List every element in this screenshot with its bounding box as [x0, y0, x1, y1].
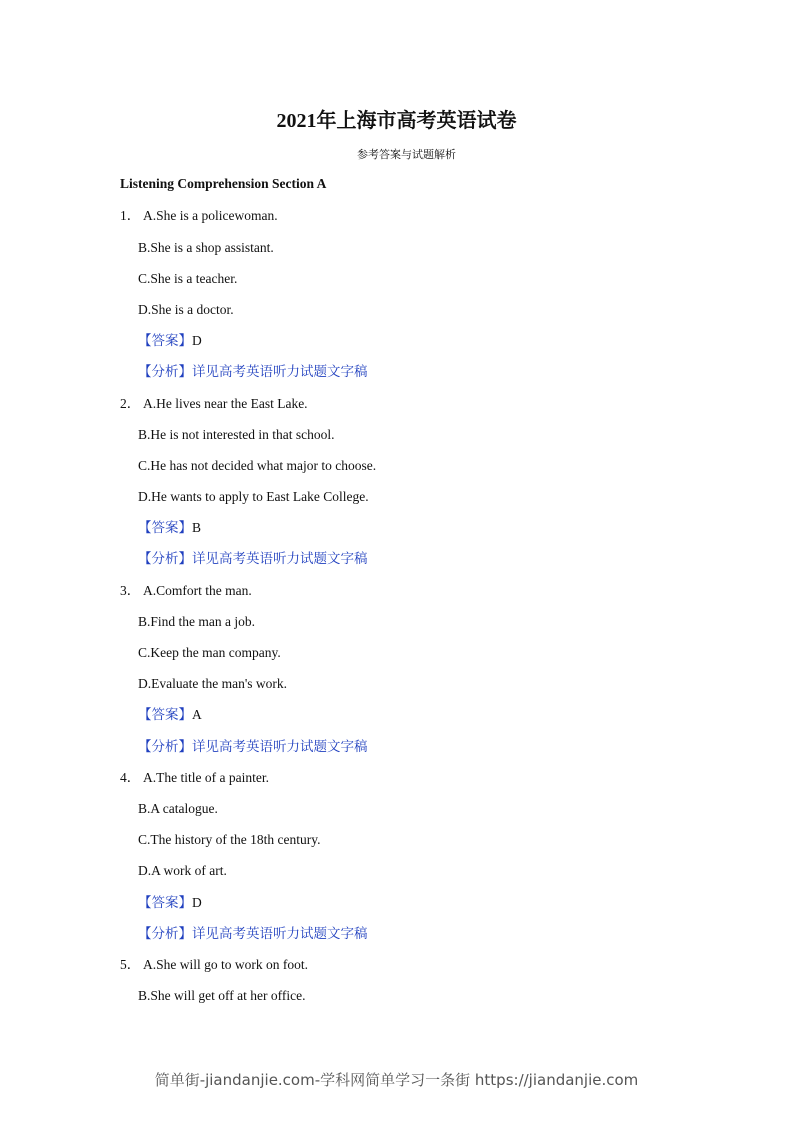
answer-line	[0, 325, 793, 356]
option-text: A.She is a policewoman.	[143, 208, 278, 224]
question-list	[0, 200, 793, 1011]
option-text: B.She will get off at her office.	[138, 988, 306, 1004]
answer-label: 【答案】	[138, 520, 192, 536]
analysis-label: 【分析】	[138, 551, 192, 567]
question-line	[0, 232, 793, 263]
question-line	[0, 668, 793, 699]
question-line	[0, 606, 793, 637]
answer-line	[0, 699, 793, 730]
option-text: C.Keep the man company.	[138, 645, 281, 661]
document-subtitle: 参考答案与试题解析	[357, 149, 456, 161]
option-text: D.She is a doctor.	[138, 301, 234, 317]
answer-value: B	[192, 520, 202, 536]
answer-value: A	[192, 707, 202, 723]
analysis-line	[0, 918, 793, 949]
answer-label: 【答案】	[138, 333, 192, 349]
question-line	[0, 200, 793, 231]
question-line	[0, 419, 793, 450]
option-text: B.She is a shop assistant.	[138, 239, 274, 255]
answer-label: 【答案】	[138, 894, 192, 910]
question-line	[0, 762, 793, 793]
analysis-label: 【分析】	[138, 364, 192, 380]
question-line	[0, 980, 793, 1011]
question-line	[0, 294, 793, 325]
answer-label: 【答案】	[138, 707, 192, 723]
question-line	[0, 949, 793, 980]
option-text: B.A catalogue.	[138, 800, 218, 816]
question-line	[0, 637, 793, 668]
answer-line	[0, 887, 793, 918]
question-number: 2．	[120, 395, 141, 411]
analysis-label: 【分析】	[138, 925, 192, 941]
option-text: B.He is not interested in that school.	[138, 426, 335, 442]
document-title: 2021年上海市高考英语试卷	[276, 110, 517, 132]
question-line	[0, 263, 793, 294]
analysis-label: 【分析】	[138, 738, 192, 754]
option-text: C.The history of the 18th century.	[138, 832, 321, 848]
analysis-line	[0, 731, 793, 762]
analysis-line	[0, 543, 793, 574]
option-text: A.He lives near the East Lake.	[143, 395, 308, 411]
question-number: 3．	[120, 582, 141, 598]
question-line	[0, 855, 793, 886]
question-line	[0, 481, 793, 512]
analysis-text: 详见高考英语听力试题文字稿	[192, 738, 368, 754]
answer-value: D	[192, 894, 202, 910]
option-text: A.Comfort the man.	[143, 582, 252, 598]
answer-line	[0, 512, 793, 543]
section-heading: Listening Comprehension Section A	[120, 176, 327, 191]
option-text: D.He wants to apply to East Lake College.	[138, 489, 369, 505]
question-line	[0, 450, 793, 481]
question-number: 5．	[120, 956, 141, 972]
option-text: D.Evaluate the man's work.	[138, 676, 288, 692]
question-line	[0, 793, 793, 824]
option-text: A.She will go to work on foot.	[143, 956, 308, 972]
analysis-text: 详见高考英语听力试题文字稿	[192, 364, 368, 380]
option-text: C.She is a teacher.	[138, 270, 238, 286]
option-text: B.Find the man a job.	[138, 613, 255, 629]
question-line	[0, 575, 793, 606]
option-text: A.The title of a painter.	[143, 769, 269, 785]
question-line	[0, 824, 793, 855]
analysis-text: 详见高考英语听力试题文字稿	[192, 925, 368, 941]
question-line	[0, 388, 793, 419]
answer-value: D	[192, 333, 202, 349]
analysis-line	[0, 356, 793, 387]
analysis-text: 详见高考英语听力试题文字稿	[192, 551, 368, 567]
question-number: 4．	[120, 769, 141, 785]
option-text: D.A work of art.	[138, 863, 227, 879]
question-number: 1．	[120, 208, 141, 224]
footer-watermark: 简单街-jiandanjie.com-学科网简单学习一条街 https://jiandanjie.com	[154, 1071, 639, 1089]
option-text: C.He has not decided what major to choose.	[138, 457, 377, 473]
